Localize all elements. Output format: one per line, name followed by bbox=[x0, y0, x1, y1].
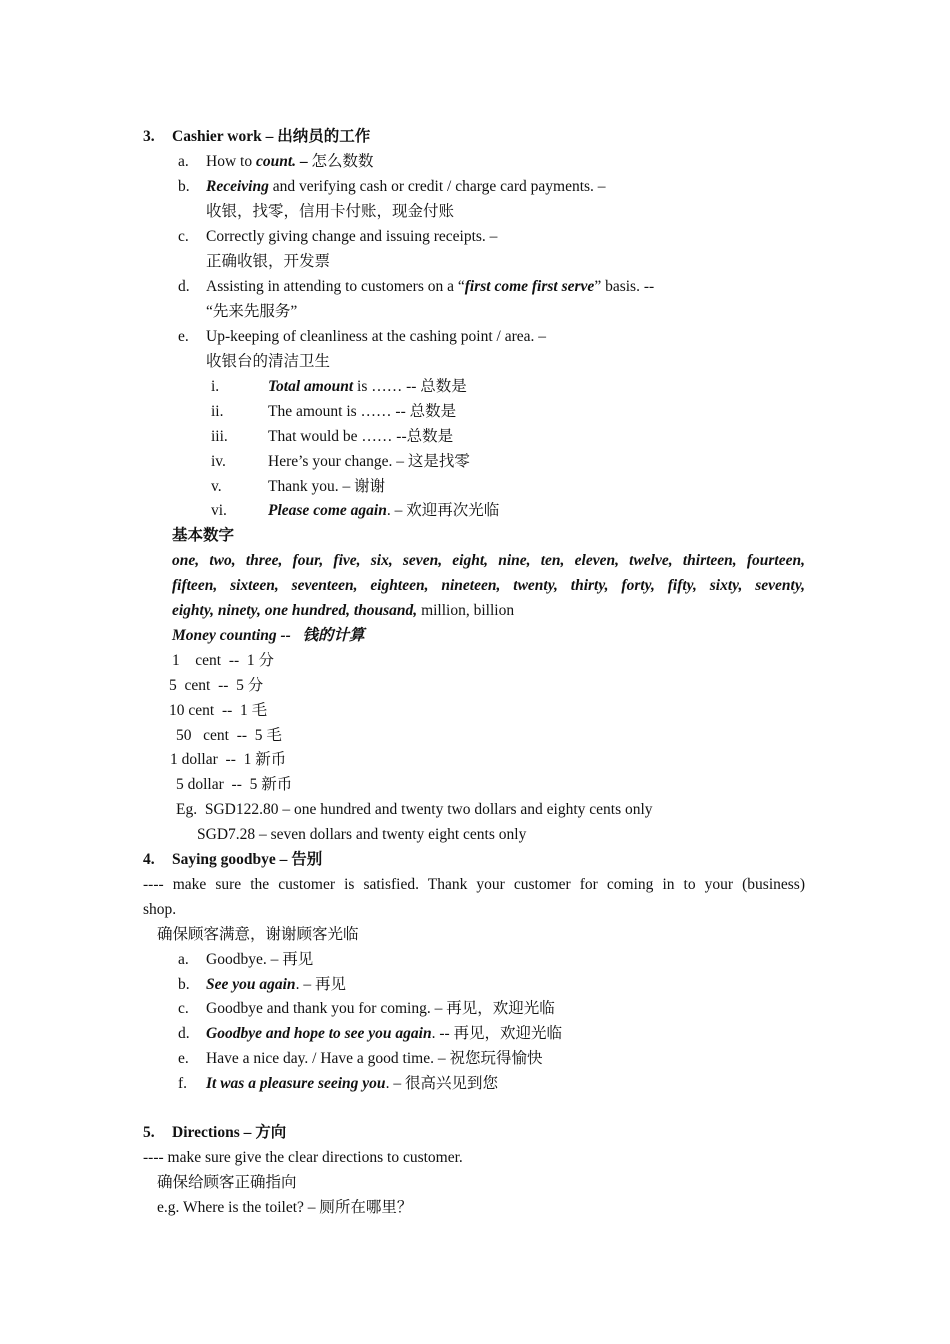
roman-item-text: That would be …… --总数是 bbox=[268, 428, 454, 445]
roman-item-num: iii. bbox=[211, 428, 228, 445]
goodbye-item-text: Goodbye and thank you for coming. – 再见，欢迎光临 bbox=[206, 1000, 555, 1017]
money-row: 1 cent -- 1 分 bbox=[172, 652, 275, 669]
section-5-number: 5. bbox=[143, 1124, 155, 1141]
goodbye-item-text: Have a nice day. / Have a good time. – 祝您玩得愉快 bbox=[206, 1050, 543, 1067]
item-3c-text: Correctly giving change and issuing receipts. – bbox=[206, 228, 498, 245]
item-3e-marker: e. bbox=[178, 328, 189, 345]
item-3b-chinese: 收银，找零，信用卡付账，现金付账 bbox=[206, 203, 455, 220]
item-3a-text: How to count. – 怎么数数 bbox=[206, 153, 374, 170]
goodbye-item-text: It was a pleasure seeing you. – 很高兴见到您 bbox=[206, 1075, 498, 1092]
example-line: Eg. SGD122.80 – one hundred and twenty two dollars and eighty cents only bbox=[176, 801, 653, 818]
money-row: 5 cent -- 5 分 bbox=[169, 677, 264, 694]
money-row: 10 cent -- 1 毛 bbox=[169, 702, 268, 719]
goodbye-item-text: See you again. – 再见 bbox=[206, 976, 346, 993]
section-5-intro: ---- make sure give the clear directions to customer. bbox=[143, 1149, 463, 1166]
roman-item-text: Total amount is …… -- 总数是 bbox=[268, 378, 467, 395]
section-3-heading: Cashier work – 出纳员的工作 bbox=[172, 128, 371, 145]
goodbye-item-marker: d. bbox=[178, 1025, 190, 1042]
money-counting-title: Money counting -- 钱的计算 bbox=[172, 627, 365, 644]
money-row: 50 cent -- 5 毛 bbox=[176, 727, 282, 744]
roman-item-num: v. bbox=[211, 478, 222, 495]
goodbye-item-marker: e. bbox=[178, 1050, 189, 1067]
goodbye-item-text: Goodbye and hope to see you again. -- 再见，欢迎光临 bbox=[206, 1025, 563, 1042]
money-row: 1 dollar -- 1 新币 bbox=[170, 751, 287, 768]
item-3a-marker: a. bbox=[178, 153, 189, 170]
roman-item-num: ii. bbox=[211, 403, 224, 420]
numbers-line: one, two, three, four, five, six, seven, eight, nine, ten, eleven, twelve, thirteen, fourteen, bbox=[172, 552, 805, 569]
item-3e-chinese: 收银台的清洁卫生 bbox=[206, 353, 331, 370]
item-3d-marker: d. bbox=[178, 278, 190, 295]
section-4-intro: shop. bbox=[143, 901, 177, 918]
goodbye-item-marker: f. bbox=[178, 1075, 188, 1092]
item-3d-chinese: “先来先服务” bbox=[206, 303, 298, 320]
basic-numbers-title: 基本数字 bbox=[172, 527, 235, 544]
section-4-number: 4. bbox=[143, 851, 155, 868]
section-3-number: 3. bbox=[143, 128, 155, 145]
section-4-chinese: 确保顾客满意，谢谢顾客光临 bbox=[157, 926, 359, 943]
section-4-intro: ---- make sure the customer is satisfied. Thank your customer for coming in to your (business) bbox=[143, 876, 805, 893]
goodbye-item-marker: c. bbox=[178, 1000, 189, 1017]
item-3d-text: Assisting in attending to customers on a “first come first serve” basis. -- bbox=[206, 278, 655, 295]
section-5-example: e.g. Where is the toilet? – 厕所在哪里？ bbox=[157, 1199, 413, 1216]
item-3b-text: Receiving and verifying cash or credit / charge card payments. – bbox=[206, 178, 606, 195]
roman-item-text: Here’s your change. – 这是找零 bbox=[268, 453, 470, 470]
section-5-chinese: 确保给顾客正确指向 bbox=[157, 1174, 297, 1191]
item-3e-text: Up-keeping of cleanliness at the cashing point / area. – bbox=[206, 328, 547, 345]
example-line: SGD7.28 – seven dollars and twenty eight cents only bbox=[197, 826, 527, 843]
section-4-heading: Saying goodbye – 告别 bbox=[172, 851, 323, 868]
item-3c-marker: c. bbox=[178, 228, 189, 245]
goodbye-item-marker: b. bbox=[178, 976, 190, 993]
money-row: 5 dollar -- 5 新币 bbox=[176, 776, 293, 793]
roman-item-num: iv. bbox=[211, 453, 226, 470]
goodbye-item-marker: a. bbox=[178, 951, 189, 968]
item-3b-marker: b. bbox=[178, 178, 190, 195]
section-5-heading: Directions – 方向 bbox=[172, 1124, 287, 1141]
roman-item-num: vi. bbox=[211, 502, 227, 519]
roman-item-num: i. bbox=[211, 378, 220, 395]
item-3c-chinese: 正确收银，开发票 bbox=[206, 253, 331, 270]
roman-item-text: Please come again. – 欢迎再次光临 bbox=[268, 502, 500, 519]
numbers-line: eighty, ninety, one hundred, thousand, million, billion bbox=[172, 602, 515, 619]
roman-item-text: Thank you. – 谢谢 bbox=[268, 478, 386, 495]
roman-item-text: The amount is …… -- 总数是 bbox=[268, 403, 457, 420]
goodbye-item-text: Goodbye. – 再见 bbox=[206, 951, 314, 968]
numbers-line: fifteen, sixteen, seventeen, eighteen, nineteen, twenty, thirty, forty, fifty, sixty, seventy, bbox=[172, 577, 805, 594]
